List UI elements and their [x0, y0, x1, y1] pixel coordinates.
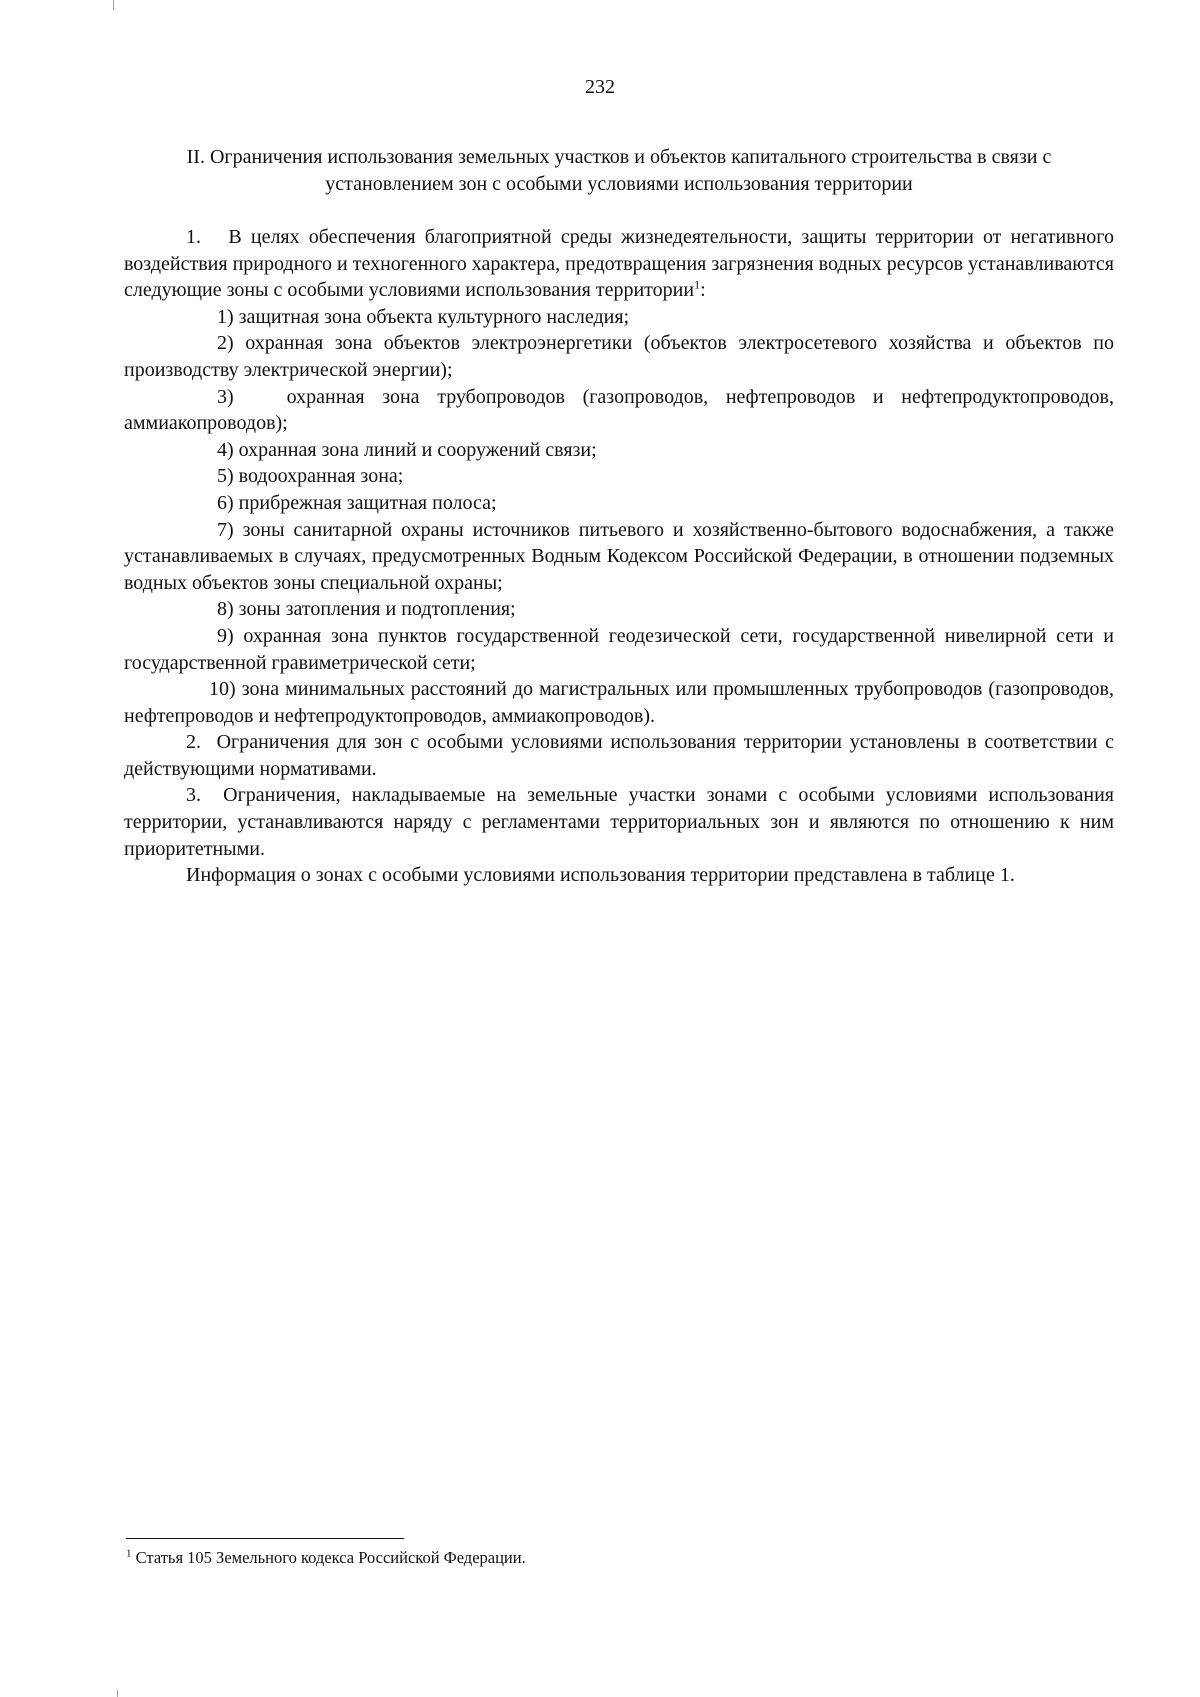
zone-item-3: 3) охранная зона трубопроводов (газопроводов, нефтепроводов и нефтепродуктопроводов, аммиакопроводов); [124, 385, 1114, 435]
zone-item-10: 10) зона минимальных расстояний до магистральных или промышленных трубопроводов (газопроводов, нефтепроводов и нефтепродуктопроводов, аммиакопроводов). [124, 678, 1114, 727]
zone-item-7: 7) зоны санитарной охраны источников питьевого и хозяйственно-бытового водоснабжения, а также устанавливаемых в случаях, предусмотренных Водным Кодексом Российской Федерации, в отношении подземных водных объектов зоны специальной охраны; [124, 518, 1114, 594]
scan-artifact-bottom [117, 1690, 118, 1697]
zone-item-5: 5) водоохранная зона; [217, 465, 404, 488]
footnote-separator [126, 1538, 404, 1539]
document-body [124, 224, 1114, 889]
footnote-reference: 1 [694, 277, 701, 292]
paragraph-1-colon: : [700, 279, 706, 302]
zone-item-2: 2) охранная зона объектов электроэнергетики (объектов электросетевого хозяйства и объектов по производству электрической энергии); [124, 332, 1114, 381]
footnote-marker: 1 [126, 1547, 132, 1560]
paragraph-4: Информация о зонах с особыми условиями использования территории представлена в таблице 1. [186, 864, 1015, 887]
footnote [126, 1548, 1106, 1568]
paragraph-1 [124, 224, 1114, 304]
zone-item-9: 9) охранная зона пунктов государственной геодезической сети, государственной нивелирной сети и государственной гравиметрической сети; [124, 624, 1114, 674]
paragraph-1-text: 1. В целях обеспечения благоприятной среды жизнедеятельности, защиты территории от негативного воздействия природного и техногенного характера, предотвращения загрязнения водных ресурсов устанавливаются следующие зоны с особыми условиями использования территории [124, 226, 1114, 302]
paragraph-2: 2. Ограничения для зон с особыми условиями использования территории установлены в соответствии с действующими нормативами. [124, 731, 1114, 780]
zone-item-6: 6) прибрежная защитная полоса; [217, 491, 497, 514]
zone-item-4: 4) охранная зона линий и сооружений связи; [217, 438, 597, 461]
section-heading: II. Ограничения использования земельных участков и объектов капитального строительства в связи с установлением зон с особыми условиями использования территории [186, 146, 1052, 195]
zone-item-1: 1) защитная зона объекта культурного наследия; [217, 305, 630, 328]
page-number: 232 [585, 76, 615, 98]
paragraph-3: 3. Ограничения, накладываемые на земельные участки зонами с особыми условиями использования территории, устанавливаются наряду с регламентами территориальных зон и являются по отношению к ним приоритетными. [124, 784, 1114, 860]
footnote-text: Статья 105 Земельного кодекса Российской Федерации. [135, 1548, 526, 1567]
scan-artifact-top [113, 0, 114, 10]
zone-item-8: 8) зоны затопления и подтопления; [217, 598, 516, 621]
